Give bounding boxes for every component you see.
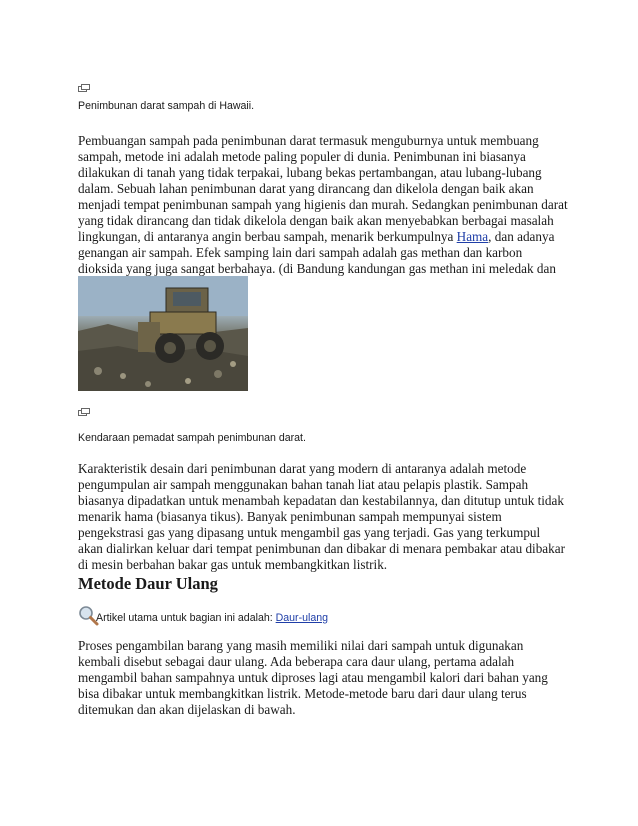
link-daur-ulang[interactable]: Daur-ulang: [275, 612, 329, 624]
image-caption-compactor: Kendaraan pemadat sampah penimbunan darat.: [78, 432, 306, 444]
enlarge-icon-2[interactable]: [78, 408, 90, 416]
paragraph-landfill-design: Karakteristik desain dari penimbunan darat yang modern di antaranya adalah metode pengumpulan air sampah menggunakan bahan tanah liat atau pelapis plastik. Sampah biasanya dipadatkan untuk menambah kepadatan dan kestabilannya, dan ditutup untuk tidak menarik hama (biasanya tikus). Banyak penimbunan sampah mempunyai sistem pengekstrasi gas yang dipasang untuk mengambil gas yang terjadi. Gas yang terkumpul akan dialirkan keluar dari tempat penimbunan dan dibakar di menara pembakar atau dibakar di mesin berbahan bakar gas untuk membangkitkan listrik.: [78, 461, 565, 572]
compactor-illustration: [78, 276, 248, 391]
section-heading-recycling: Metode Daur Ulang: [78, 574, 218, 593]
main-article-prefix: Artikel utama untuk bagian ini adalah:: [96, 612, 276, 624]
link-hama[interactable]: Hama: [456, 229, 489, 244]
paragraph-landfill: [78, 133, 568, 293]
paragraph-landfill-text-2: , dan adanya genangan air sampah. Efek samping lain dari sampah adalah gas methan dan karbon dioksida yang juga sangat berbahaya. (di Bandung kandungan gas methan ini meledak dan: [78, 229, 556, 276]
main-article-line: [96, 612, 328, 624]
image-caption-hawaii: Penimbunan darat sampah di Hawaii.: [78, 100, 255, 112]
landfill-compactor-photo: [78, 276, 248, 391]
enlarge-icon[interactable]: [78, 84, 90, 92]
paragraph-recycling: Proses pengambilan barang yang masih memiliki nilai dari sampah untuk digunakan kembali disebut sebagai daur ulang. Ada beberapa cara daur ulang, pertama adalah mengambil bahan sampahnya untuk diproses lagi atau mengambil kalori dari bahan yang bisa dibakar untuk membangkitkan listrik. Metode-metode baru dari daur ulang terus ditemukan dan akan dijelaskan di bawah.: [78, 638, 548, 717]
paragraph-landfill-text-1: Pembuangan sampah pada penimbunan darat termasuk menguburnya untuk membuang sampah, metode ini adalah metode paling populer di dunia. Penimbunan ini biasanya dilakukan di tanah yang tidak terpakai, lubang bekas pertambangan, atau lubang-lubang dalam. Sebuah lahan penimbunan darat yang dirancang dan dikelola dengan baik akan menjadi tempat penimbunan sampah yang higienis dan murah. Sedangkan penimbunan darat yang tidak dirancang dan tidak dikelola dengan baik akan menyebabkan berbagai masalah lingkungan, di antaranya angin berbau sampah, menarik berkumpulnya: [78, 133, 568, 244]
